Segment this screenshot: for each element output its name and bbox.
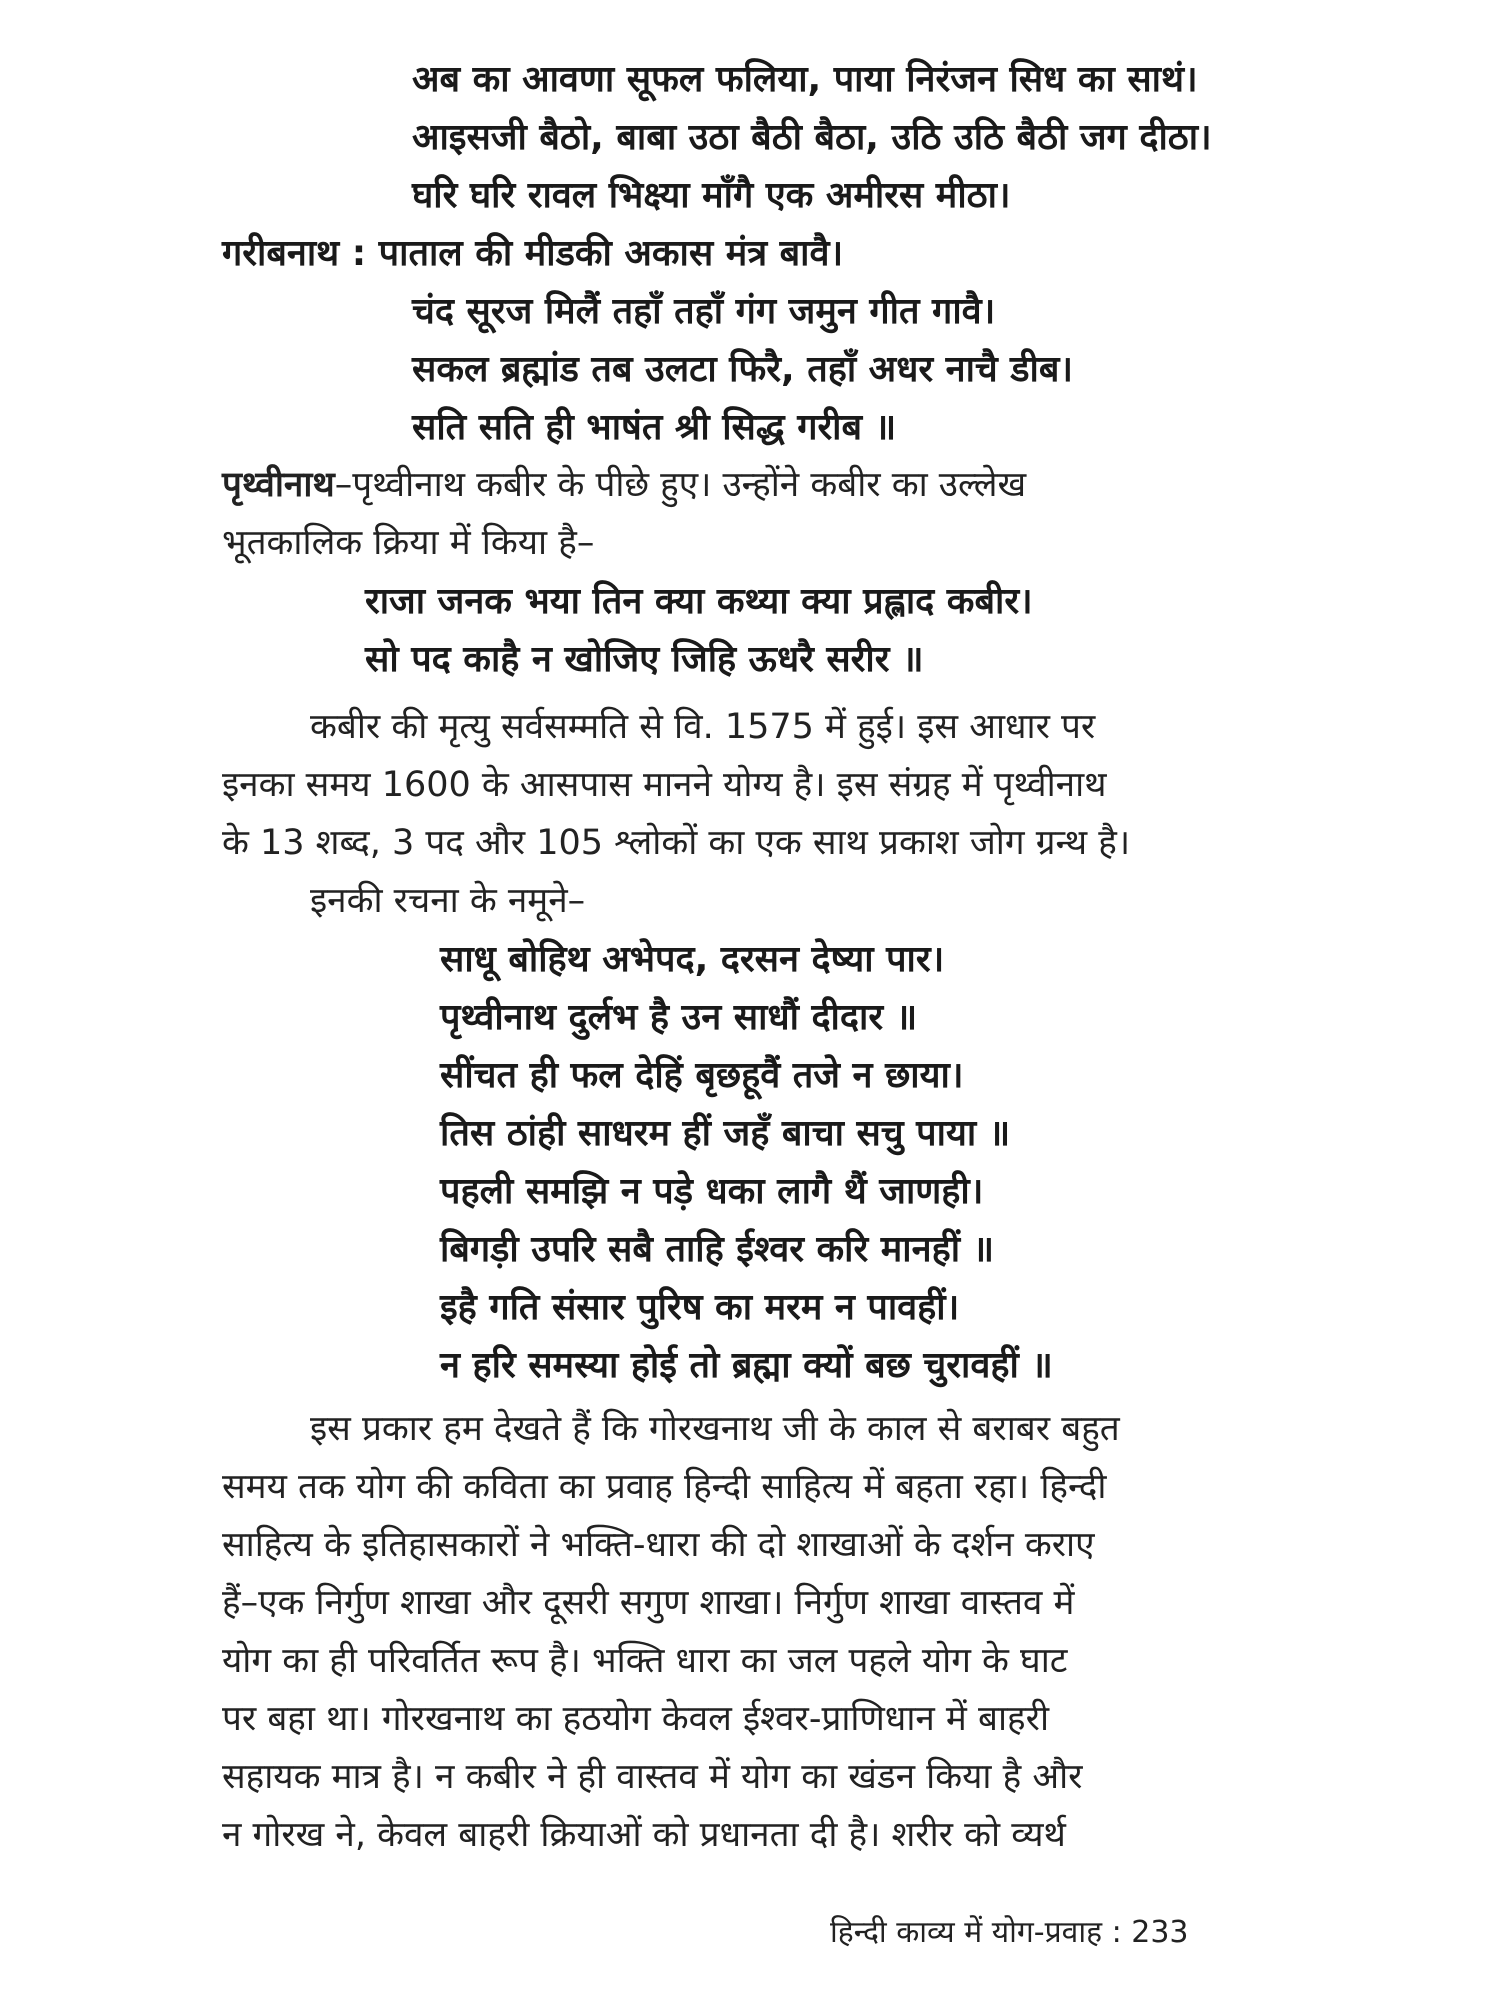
verse-text: पाताल की मीडकी अकास मंत्र बावै। <box>378 233 844 274</box>
speaker-label: गरीबनाथ : <box>222 233 367 274</box>
verse-line: तिस ठांही साधरम हीं जहँ बाचा सचु पाया ॥ <box>440 1113 1011 1154</box>
verse-line: आइसजी बैठो, बाबा उठा बैठी बैठा, उठि उठि बैठी जग दीठा। <box>412 117 1212 158</box>
verse-line: घरि घरि रावल भिक्ष्या माँगै एक अमीरस मीठा। <box>412 175 1011 216</box>
prose-text: –पृथ्वीनाथ कबीर के पीछे हुए। उन्होंने कबीर का उल्लेख <box>334 465 1027 505</box>
quote-line: राजा जनक भया तिन क्या कथ्या क्या प्रह्लाद कबीर। <box>365 581 1033 622</box>
verse-line: अब का आवणा सूफल फलिया, पाया निरंजन सिध का साथं। <box>412 59 1198 100</box>
prose-line: समय तक योग की कविता का प्रवाह हिन्दी साहित्य में बहता रहा। हिन्दी <box>222 1467 1107 1507</box>
page-footer <box>830 1910 1189 1951</box>
verse-line: सति सति ही भाषंत श्री सिद्ध गरीब ॥ <box>412 407 897 448</box>
verse-line: साधू बोहिथ अभेपद, दरसन देष्या पार। <box>440 939 945 980</box>
verse-line: बिगड़ी उपरि सबै ताहि ईश्वर करि मानहीं ॥ <box>440 1229 995 1270</box>
prose-line: सहायक मात्र है। न कबीर ने ही वास्तव में योग का खंडन किया है और <box>222 1757 1083 1797</box>
quote-line: सो पद काहै न खोजिए जिहि ऊधरै सरीर ॥ <box>365 639 924 680</box>
prose-line <box>222 465 1027 505</box>
prose-line: इनका समय 1600 के आसपास मानने योग्य है। इस संग्रह में पृथ्वीनाथ <box>222 765 1107 805</box>
verse-line: पृथ्वीनाथ दुर्लभ है उन साधौं दीदार ॥ <box>440 997 918 1038</box>
verse-line: पहली समझि न पड़े धका लागै थैं जाणही। <box>440 1171 984 1212</box>
prose-line: योग का ही परिवर्तित रूप है। भक्ति धारा का जल पहले योग के घाट <box>222 1641 1068 1681</box>
bold-term: पृथ्वीनाथ <box>222 465 335 505</box>
page-number: 233 <box>1131 1915 1189 1950</box>
footer-separator: : <box>1111 1915 1122 1950</box>
prose-line: कबीर की मृत्यु सर्वसम्मति से वि. 1575 में हुई। इस आधार पर <box>310 707 1096 747</box>
prose-line: इस प्रकार हम देखते हैं कि गोरखनाथ जी के काल से बराबर बहुत <box>310 1409 1120 1449</box>
verse-line: चंद सूरज मिलैं तहाँ तहाँ गंग जमुन गीत गावै। <box>412 291 996 332</box>
prose-line: न गोरख ने, केवल बाहरी क्रियाओं को प्रधानता दी है। शरीर को व्यर्थ <box>222 1815 1066 1855</box>
prose-line: साहित्य के इतिहासकारों ने भक्ति-धारा की दो शाखाओं के दर्शन कराए <box>222 1525 1095 1565</box>
prose-line: भूतकालिक क्रिया में किया है– <box>222 523 595 563</box>
running-title: हिन्दी काव्य में योग-प्रवाह <box>830 1915 1103 1950</box>
verse-line: न हरि समस्या होई तो ब्रह्मा क्यों बछ चुरावहीं ॥ <box>440 1345 1053 1386</box>
verse-line: इहै गति संसार पुरिष का मरम न पावहीं। <box>440 1287 960 1328</box>
prose-line: पर बहा था। गोरखनाथ का हठयोग केवल ईश्वर-प्राणिधान में बाहरी <box>222 1699 1050 1739</box>
verse-line: सकल ब्रह्मांड तब उलटा फिरै, तहाँ अधर नाचै डीब। <box>412 349 1074 390</box>
prose-line: हैं–एक निर्गुण शाखा और दूसरी सगुण शाखा। निर्गुण शाखा वास्तव में <box>222 1583 1075 1623</box>
verse-line: सींचत ही फल देहिं बृछहूवैं तजे न छाया। <box>440 1055 964 1096</box>
prose-line: के 13 शब्द, 3 पद और 105 श्लोकों का एक साथ प्रकाश जोग ग्रन्थ है। <box>222 823 1131 863</box>
speaker-verse-line <box>222 233 844 274</box>
prose-line: इनकी रचना के नमूने– <box>310 881 586 921</box>
